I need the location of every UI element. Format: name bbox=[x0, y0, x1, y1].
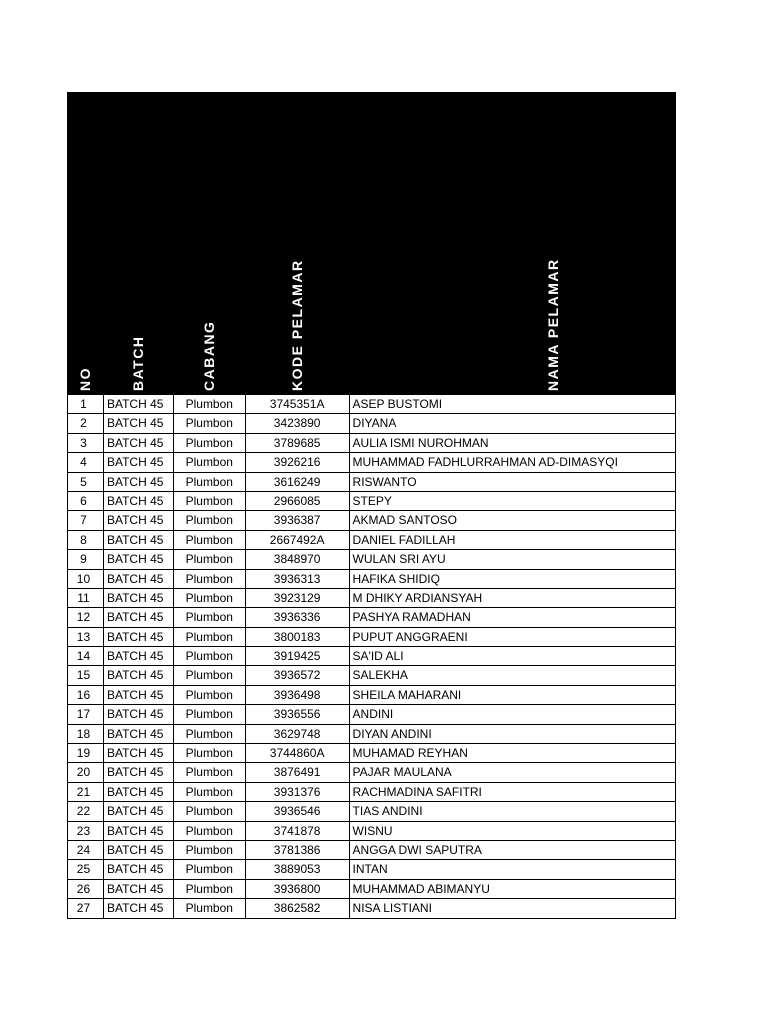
cell-kode[interactable]: 3923129 bbox=[246, 589, 350, 607]
cell-kode[interactable]: 3741878 bbox=[246, 822, 350, 840]
table-row bbox=[68, 589, 676, 608]
cell-batch[interactable]: BATCH 45 bbox=[104, 511, 174, 529]
cell-batch[interactable]: BATCH 45 bbox=[104, 860, 174, 878]
cell-batch[interactable]: BATCH 45 bbox=[104, 725, 174, 743]
cell-batch[interactable]: BATCH 45 bbox=[104, 492, 174, 510]
table-row bbox=[68, 744, 676, 763]
cell-kode[interactable]: 3936313 bbox=[246, 570, 350, 588]
table-row bbox=[68, 473, 676, 492]
cell-kode[interactable]: 3931376 bbox=[246, 783, 350, 801]
table-row bbox=[68, 550, 676, 569]
cell-nama[interactable]: INTAN bbox=[350, 860, 676, 878]
cell-batch[interactable]: BATCH 45 bbox=[104, 783, 174, 801]
cell-nama[interactable]: STEPY bbox=[350, 492, 676, 510]
table-row bbox=[68, 860, 676, 879]
header-label-batch: BATCH bbox=[130, 335, 146, 391]
cell-no[interactable]: 26 bbox=[68, 880, 104, 898]
header-label-no: NO bbox=[77, 367, 93, 391]
cell-batch[interactable]: BATCH 45 bbox=[104, 686, 174, 704]
cell-nama[interactable]: SHEILA MAHARANI bbox=[350, 686, 676, 704]
cell-no[interactable]: 14 bbox=[68, 647, 104, 665]
cell-no[interactable]: 5 bbox=[68, 473, 104, 491]
table-row bbox=[68, 434, 676, 453]
cell-batch[interactable]: BATCH 45 bbox=[104, 550, 174, 568]
cell-kode[interactable]: 3744860A bbox=[246, 744, 350, 762]
cell-cabang[interactable]: Plumbon bbox=[174, 414, 246, 432]
cell-batch[interactable]: BATCH 45 bbox=[104, 414, 174, 432]
table-row bbox=[68, 666, 676, 685]
cell-batch[interactable]: BATCH 45 bbox=[104, 744, 174, 762]
table-row bbox=[68, 899, 676, 918]
cell-no[interactable]: 7 bbox=[68, 511, 104, 529]
cell-nama[interactable]: ANGGA DWI SAPUTRA bbox=[350, 841, 676, 859]
cell-nama[interactable]: WULAN SRI AYU bbox=[350, 550, 676, 568]
table-row bbox=[68, 608, 676, 627]
header-label-cabang: CABANG bbox=[201, 320, 217, 391]
cell-cabang[interactable]: Plumbon bbox=[174, 608, 246, 626]
cell-no[interactable]: 3 bbox=[68, 434, 104, 452]
cell-batch[interactable]: BATCH 45 bbox=[104, 802, 174, 820]
cell-nama[interactable]: DIYAN ANDINI bbox=[350, 725, 676, 743]
cell-cabang[interactable]: Plumbon bbox=[174, 705, 246, 723]
cell-no[interactable]: 20 bbox=[68, 763, 104, 781]
cell-cabang[interactable]: Plumbon bbox=[174, 453, 246, 471]
cell-cabang[interactable]: Plumbon bbox=[174, 473, 246, 491]
cell-nama[interactable]: AKMAD SANTOSO bbox=[350, 511, 676, 529]
cell-no[interactable]: 9 bbox=[68, 550, 104, 568]
header-cell-cabang[interactable] bbox=[173, 92, 245, 395]
table-row bbox=[68, 705, 676, 724]
cell-batch[interactable]: BATCH 45 bbox=[104, 589, 174, 607]
cell-no[interactable]: 2 bbox=[68, 414, 104, 432]
cell-batch[interactable]: BATCH 45 bbox=[104, 763, 174, 781]
cell-kode[interactable]: 3889053 bbox=[246, 860, 350, 878]
cell-no[interactable]: 17 bbox=[68, 705, 104, 723]
table-row bbox=[68, 841, 676, 860]
cell-no[interactable]: 18 bbox=[68, 725, 104, 743]
cell-no[interactable]: 12 bbox=[68, 608, 104, 626]
header-label-nama: NAMA PELAMAR bbox=[545, 258, 562, 391]
cell-no[interactable]: 25 bbox=[68, 860, 104, 878]
table-row bbox=[68, 725, 676, 744]
cell-no[interactable]: 13 bbox=[68, 628, 104, 646]
table-row bbox=[68, 802, 676, 821]
cell-cabang[interactable]: Plumbon bbox=[174, 589, 246, 607]
cell-cabang[interactable]: Plumbon bbox=[174, 666, 246, 684]
cell-no[interactable]: 24 bbox=[68, 841, 104, 859]
cell-batch[interactable]: BATCH 45 bbox=[104, 434, 174, 452]
cell-nama[interactable]: AULIA ISMI NUROHMAN bbox=[350, 434, 676, 452]
cell-kode[interactable]: 3936800 bbox=[246, 880, 350, 898]
cell-nama[interactable]: RISWANTO bbox=[350, 473, 676, 491]
table-row bbox=[68, 453, 676, 472]
cell-cabang[interactable]: Plumbon bbox=[174, 822, 246, 840]
cell-cabang[interactable]: Plumbon bbox=[174, 570, 246, 588]
cell-nama[interactable]: WISNU bbox=[350, 822, 676, 840]
cell-kode[interactable]: 3800183 bbox=[246, 628, 350, 646]
table-row bbox=[68, 511, 676, 530]
cell-kode[interactable]: 3919425 bbox=[246, 647, 350, 665]
table-row bbox=[68, 492, 676, 511]
cell-no[interactable]: 8 bbox=[68, 531, 104, 549]
cell-kode[interactable]: 3616249 bbox=[246, 473, 350, 491]
cell-batch[interactable]: BATCH 45 bbox=[104, 608, 174, 626]
cell-batch[interactable]: BATCH 45 bbox=[104, 628, 174, 646]
cell-batch[interactable]: BATCH 45 bbox=[104, 666, 174, 684]
cell-cabang[interactable]: Plumbon bbox=[174, 744, 246, 762]
cell-kode[interactable]: 3936336 bbox=[246, 608, 350, 626]
cell-kode[interactable]: 3789685 bbox=[246, 434, 350, 452]
cell-no[interactable]: 6 bbox=[68, 492, 104, 510]
cell-no[interactable]: 21 bbox=[68, 783, 104, 801]
table-row bbox=[68, 763, 676, 782]
cell-batch[interactable]: BATCH 45 bbox=[104, 570, 174, 588]
cell-kode[interactable]: 3936387 bbox=[246, 511, 350, 529]
cell-batch[interactable]: BATCH 45 bbox=[104, 880, 174, 898]
header-cell-no[interactable] bbox=[67, 92, 103, 395]
cell-nama[interactable]: SA'ID ALI bbox=[350, 647, 676, 665]
cell-batch[interactable]: BATCH 45 bbox=[104, 531, 174, 549]
cell-nama[interactable]: DIYANA bbox=[350, 414, 676, 432]
cell-cabang[interactable]: Plumbon bbox=[174, 628, 246, 646]
cell-kode[interactable]: 3848970 bbox=[246, 550, 350, 568]
cell-cabang[interactable]: Plumbon bbox=[174, 511, 246, 529]
header-label-kode: KODE PELAMAR bbox=[289, 259, 305, 391]
cell-cabang[interactable]: Plumbon bbox=[174, 531, 246, 549]
cell-kode[interactable]: 3936572 bbox=[246, 666, 350, 684]
table-row bbox=[68, 647, 676, 666]
cell-nama[interactable]: RACHMADINA SAFITRI bbox=[350, 783, 676, 801]
applicant-table bbox=[67, 92, 676, 919]
table-row bbox=[68, 414, 676, 433]
cell-nama[interactable]: NISA LISTIANI bbox=[350, 899, 676, 917]
cell-batch[interactable]: BATCH 45 bbox=[104, 841, 174, 859]
cell-nama[interactable]: MUHAMMAD FADHLURRAHMAN AD-DIMASYQI bbox=[350, 453, 676, 471]
cell-nama[interactable]: MUHAMMAD ABIMANYU bbox=[350, 880, 676, 898]
cell-batch[interactable]: BATCH 45 bbox=[104, 453, 174, 471]
cell-kode[interactable]: 3876491 bbox=[246, 763, 350, 781]
header-cell-batch[interactable] bbox=[103, 92, 173, 395]
cell-nama[interactable]: PASHYA RAMADHAN bbox=[350, 608, 676, 626]
table-row bbox=[68, 531, 676, 550]
cell-cabang[interactable]: Plumbon bbox=[174, 802, 246, 820]
cell-cabang[interactable]: Plumbon bbox=[174, 880, 246, 898]
cell-cabang[interactable]: Plumbon bbox=[174, 395, 246, 413]
cell-cabang[interactable]: Plumbon bbox=[174, 647, 246, 665]
cell-no[interactable]: 15 bbox=[68, 666, 104, 684]
cell-batch[interactable]: BATCH 45 bbox=[104, 705, 174, 723]
cell-no[interactable]: 16 bbox=[68, 686, 104, 704]
table-row bbox=[68, 686, 676, 705]
cell-cabang[interactable]: Plumbon bbox=[174, 434, 246, 452]
cell-cabang[interactable]: Plumbon bbox=[174, 725, 246, 743]
cell-no[interactable]: 27 bbox=[68, 899, 104, 917]
cell-nama[interactable]: HAFIKA SHIDIQ bbox=[350, 570, 676, 588]
cell-cabang[interactable]: Plumbon bbox=[174, 686, 246, 704]
cell-kode[interactable]: 3781386 bbox=[246, 841, 350, 859]
cell-cabang[interactable]: Plumbon bbox=[174, 899, 246, 917]
table-row bbox=[68, 395, 676, 414]
cell-kode[interactable]: 3926216 bbox=[246, 453, 350, 471]
cell-no[interactable]: 22 bbox=[68, 802, 104, 820]
table-row bbox=[68, 628, 676, 647]
cell-no[interactable]: 23 bbox=[68, 822, 104, 840]
table-row bbox=[68, 880, 676, 899]
cell-cabang[interactable]: Plumbon bbox=[174, 783, 246, 801]
cell-no[interactable]: 1 bbox=[68, 395, 104, 413]
cell-no[interactable]: 11 bbox=[68, 589, 104, 607]
cell-kode[interactable]: 2966085 bbox=[246, 492, 350, 510]
cell-kode[interactable]: 2667492A bbox=[246, 531, 350, 549]
cell-cabang[interactable]: Plumbon bbox=[174, 860, 246, 878]
cell-nama[interactable]: TIAS ANDINI bbox=[350, 802, 676, 820]
header-cell-nama[interactable] bbox=[349, 92, 676, 395]
cell-batch[interactable]: BATCH 45 bbox=[104, 822, 174, 840]
table-header bbox=[67, 92, 676, 395]
cell-no[interactable]: 10 bbox=[68, 570, 104, 588]
header-cell-kode[interactable] bbox=[245, 92, 349, 395]
table-row bbox=[68, 822, 676, 841]
cell-nama[interactable]: DANIEL FADILLAH bbox=[350, 531, 676, 549]
cell-kode[interactable]: 3936556 bbox=[246, 705, 350, 723]
cell-cabang[interactable]: Plumbon bbox=[174, 550, 246, 568]
cell-nama[interactable]: ANDINI bbox=[350, 705, 676, 723]
cell-no[interactable]: 19 bbox=[68, 744, 104, 762]
cell-nama[interactable]: M DHIKY ARDIANSYAH bbox=[350, 589, 676, 607]
table-row bbox=[68, 783, 676, 802]
table-row bbox=[68, 570, 676, 589]
cell-kode[interactable]: 3862582 bbox=[246, 899, 350, 917]
cell-no[interactable]: 4 bbox=[68, 453, 104, 471]
cell-kode[interactable]: 3745351A bbox=[246, 395, 350, 413]
cell-cabang[interactable]: Plumbon bbox=[174, 492, 246, 510]
cell-batch[interactable]: BATCH 45 bbox=[104, 647, 174, 665]
cell-batch[interactable]: BATCH 45 bbox=[104, 473, 174, 491]
cell-batch[interactable]: BATCH 45 bbox=[104, 395, 174, 413]
cell-kode[interactable]: 3936546 bbox=[246, 802, 350, 820]
cell-batch[interactable]: BATCH 45 bbox=[104, 899, 174, 917]
cell-nama[interactable]: MUHAMAD REYHAN bbox=[350, 744, 676, 762]
cell-nama[interactable]: PAJAR MAULANA bbox=[350, 763, 676, 781]
cell-kode[interactable]: 3629748 bbox=[246, 725, 350, 743]
cell-kode[interactable]: 3423890 bbox=[246, 414, 350, 432]
table-body bbox=[67, 395, 676, 919]
cell-nama[interactable]: ASEP BUSTOMI bbox=[350, 395, 676, 413]
cell-nama[interactable]: PUPUT ANGGRAENI bbox=[350, 628, 676, 646]
cell-kode[interactable]: 3936498 bbox=[246, 686, 350, 704]
cell-cabang[interactable]: Plumbon bbox=[174, 763, 246, 781]
cell-cabang[interactable]: Plumbon bbox=[174, 841, 246, 859]
cell-nama[interactable]: SALEKHA bbox=[350, 666, 676, 684]
